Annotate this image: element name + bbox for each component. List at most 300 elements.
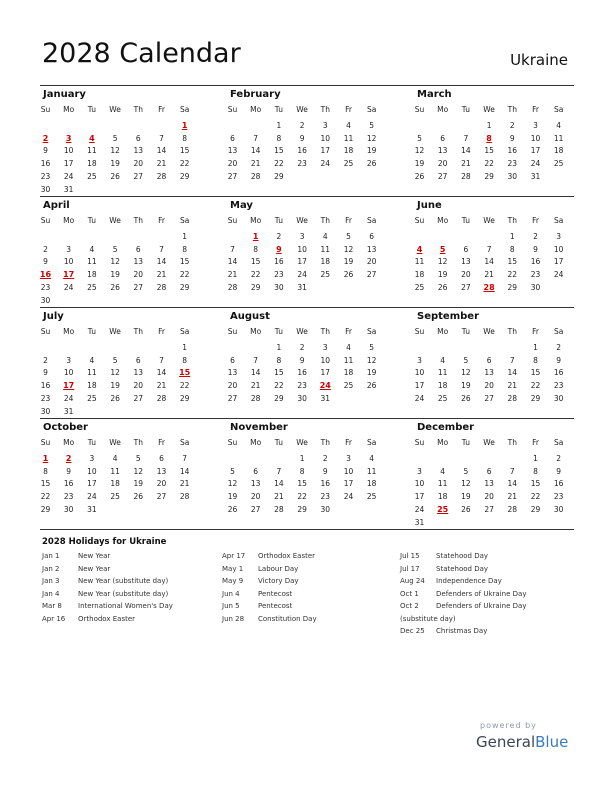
calendar-day: 14 <box>484 257 494 267</box>
calendar-day: 7 <box>159 133 164 143</box>
weekday-label: Sa <box>554 438 564 447</box>
holiday-name: Independence Day <box>436 577 502 585</box>
holiday-item <box>400 564 489 578</box>
calendar-day: 30 <box>274 282 284 292</box>
calendar-day: 23 <box>40 171 51 181</box>
calendar-day: 6 <box>253 466 259 476</box>
weekday-label: Tu <box>461 327 470 336</box>
calendar-day: 25 <box>553 159 564 169</box>
calendar-day: 22 <box>250 270 261 280</box>
weekday-label: Tu <box>274 438 283 447</box>
calendar-day: 28 <box>250 393 261 403</box>
calendar-day: 24 <box>530 159 541 169</box>
calendar-day: 20 <box>484 492 494 502</box>
holiday-list <box>42 537 582 635</box>
month-name: November <box>230 422 288 433</box>
calendar-day: 31 <box>297 282 307 292</box>
calendar-day: 27 <box>484 504 494 514</box>
calendar-day: 2 <box>556 343 562 352</box>
holiday-day: 25 <box>437 504 449 514</box>
holiday-name: New Year <box>78 564 111 573</box>
calendar-day: 11 <box>87 368 97 378</box>
calendar-day: 2 <box>299 343 305 352</box>
calendar-day: 11 <box>414 257 425 267</box>
weekday-label: Th <box>133 438 143 447</box>
calendar-day: 8 <box>182 355 188 365</box>
weekday-label: Mo <box>437 438 449 447</box>
weekday-label: Su <box>40 327 51 336</box>
holiday-date: Jan 3 <box>42 577 60 585</box>
month-row <box>40 85 574 196</box>
calendar-day: 4 <box>346 343 351 352</box>
calendar-day: 11 <box>437 368 448 378</box>
calendar-day: 11 <box>320 244 331 254</box>
holiday-date: Dec 25 <box>400 627 425 635</box>
calendar-day: 25 <box>320 270 331 280</box>
holiday-day: 1 <box>252 232 259 241</box>
calendar-day: 11 <box>87 257 97 267</box>
calendar-day: 9 <box>66 466 72 476</box>
calendar-day: 9 <box>509 133 515 143</box>
calendar-day: 1 <box>276 121 282 130</box>
calendar-day: 2 <box>509 121 515 130</box>
calendar-day: 3 <box>417 466 422 476</box>
calendar-day: 17 <box>87 479 97 489</box>
weekday-label: Fr <box>345 105 352 114</box>
calendar-day: 10 <box>320 355 331 365</box>
weekday-label: Sa <box>554 105 564 114</box>
calendar-day: 26 <box>227 504 238 514</box>
weekday-label: Sa <box>180 105 190 114</box>
holiday-date: Apr 16 <box>42 614 66 623</box>
calendar-day: 10 <box>414 479 425 489</box>
calendar-day: 31 <box>530 171 541 181</box>
weekday-label: Mo <box>63 105 75 114</box>
calendar-day: 28 <box>507 504 518 514</box>
weekday-label: Tu <box>87 438 96 447</box>
month-name: June <box>417 200 442 211</box>
holiday-day: 5 <box>439 244 446 254</box>
calendar-day: 16 <box>297 146 307 156</box>
calendar-day: 1 <box>182 232 188 241</box>
weekday-label: Sa <box>367 216 377 225</box>
weekday-label: Su <box>414 438 425 447</box>
weekday-label: Su <box>414 105 425 114</box>
calendar-day: 17 <box>343 479 354 489</box>
calendar-day: 8 <box>43 466 48 476</box>
calendar-day: 5 <box>417 133 422 143</box>
calendar-day: 30 <box>530 282 541 292</box>
calendar-day: 14 <box>250 368 261 378</box>
calendar-day: 11 <box>437 479 448 489</box>
calendar-day: 27 <box>437 171 448 181</box>
calendar-day: 19 <box>227 492 238 502</box>
calendar-day: 3 <box>89 454 95 463</box>
month-row <box>40 307 574 418</box>
calendar-day: 14 <box>179 466 190 476</box>
calendar-day: 26 <box>343 270 354 280</box>
month-name: December <box>417 422 475 433</box>
calendar-day: 11 <box>553 133 564 143</box>
holiday-name: Statehood Day <box>436 564 489 573</box>
calendar-day: 12 <box>133 466 144 476</box>
calendar-day: 21 <box>227 270 238 280</box>
weekday-label: Th <box>507 438 517 447</box>
calendar-day: 27 <box>133 282 144 292</box>
calendar-day: 7 <box>276 466 282 476</box>
calendar-day: 24 <box>297 270 307 280</box>
calendar-day: 16 <box>320 479 331 489</box>
calendar-day: 23 <box>507 159 518 169</box>
weekday-label: Sa <box>554 216 564 225</box>
calendar-day: 11 <box>110 466 120 476</box>
brand-logo[interactable] <box>476 733 568 751</box>
weekday-label: Th <box>320 327 330 336</box>
weekday-label: Th <box>507 327 517 336</box>
holiday-date: May 9 <box>222 577 244 585</box>
calendar-day: 24 <box>553 270 564 280</box>
calendar-day: 21 <box>507 492 518 502</box>
calendar-day: 8 <box>299 466 305 476</box>
holiday-day: 4 <box>416 244 423 254</box>
holiday-date: Oct 2 <box>400 602 419 610</box>
calendar-day: 27 <box>133 171 144 181</box>
calendar-day: 15 <box>274 146 284 156</box>
calendar-day: 31 <box>63 184 74 194</box>
calendar-day: 6 <box>230 355 235 365</box>
month-name: October <box>43 422 88 433</box>
calendar-day: 12 <box>110 146 120 156</box>
weekday-label: Sa <box>367 327 377 336</box>
calendar-day: 22 <box>530 381 541 391</box>
calendar-day: 4 <box>322 232 328 241</box>
holiday-date: Jun 28 <box>222 614 245 623</box>
calendar-day: 14 <box>227 257 238 267</box>
calendar-day: 29 <box>179 282 190 292</box>
weekday-label: Su <box>414 216 425 225</box>
calendar-day: 2 <box>43 355 48 365</box>
weekday-label: Fr <box>532 327 539 336</box>
weekday-label: We <box>483 105 495 114</box>
calendar-day: 15 <box>530 479 541 489</box>
calendar-day: 1 <box>486 121 492 130</box>
calendar-day: 11 <box>343 133 354 143</box>
calendar-day: 2 <box>43 244 48 254</box>
calendar-day: 20 <box>484 381 494 391</box>
weekday-label: Su <box>40 105 51 114</box>
calendar-day: 17 <box>553 257 564 267</box>
calendar-day: 18 <box>110 479 120 489</box>
calendar-day: 13 <box>133 146 144 156</box>
calendar-day: 7 <box>230 244 235 254</box>
calendar-day: 9 <box>43 146 48 156</box>
calendar-day: 20 <box>227 159 238 169</box>
calendar-day: 14 <box>156 368 167 378</box>
holiday-date: Apr 17 <box>222 552 246 560</box>
calendar-day: 16 <box>507 146 518 156</box>
weekday-label: Fr <box>345 216 352 225</box>
calendar-day: 17 <box>320 146 331 156</box>
calendar-day: 29 <box>297 504 307 514</box>
calendar-day: 12 <box>461 368 471 378</box>
calendar-day: 17 <box>320 368 331 378</box>
calendar-day: 12 <box>461 479 471 489</box>
weekday-label: Fr <box>532 216 539 225</box>
calendar-day: 11 <box>366 466 377 476</box>
calendar-day: 15 <box>530 368 541 378</box>
weekday-label: Fr <box>345 327 352 336</box>
calendar-day: 12 <box>110 257 120 267</box>
calendar-day: 12 <box>437 257 448 267</box>
calendar-day: 27 <box>250 504 261 514</box>
calendar-day: 1 <box>533 454 538 463</box>
holiday-name: Defenders of Ukraine Day <box>436 602 527 610</box>
calendar-day: 15 <box>297 479 307 489</box>
holiday-date: Jan 2 <box>42 564 60 573</box>
calendar-day: 1 <box>276 343 282 352</box>
calendar-day: 29 <box>179 171 190 181</box>
calendar-day: 10 <box>530 133 541 143</box>
calendar-day: 5 <box>463 466 469 476</box>
holiday-item <box>400 589 527 603</box>
calendar-day: 20 <box>133 381 144 391</box>
calendar-day: 2 <box>322 454 328 463</box>
weekday-label: We <box>483 216 495 225</box>
weekday-label: Th <box>507 105 517 114</box>
calendar-day: 29 <box>507 282 518 292</box>
calendar-day: 13 <box>227 146 238 156</box>
calendar-day: 3 <box>533 121 538 130</box>
calendar-day: 4 <box>112 454 118 463</box>
weekday-label: Fr <box>158 327 165 336</box>
calendar-day: 19 <box>414 159 425 169</box>
weekday-label: Tu <box>274 216 283 225</box>
calendar-day: 22 <box>297 492 307 502</box>
calendar-day: 16 <box>63 479 74 489</box>
weekday-label: We <box>296 438 308 447</box>
calendar-day: 9 <box>43 368 48 378</box>
calendar-day: 2 <box>556 454 562 463</box>
calendar-day: 21 <box>250 159 261 169</box>
calendar-day: 12 <box>366 133 377 143</box>
weekday-label: Fr <box>158 216 165 225</box>
calendar-day: 22 <box>179 270 190 280</box>
calendar-day: 29 <box>250 282 261 292</box>
calendar-day: 30 <box>553 504 564 514</box>
calendar-day: 10 <box>320 133 331 143</box>
weekday-label: Tu <box>87 216 96 225</box>
calendar-day: 29 <box>530 504 541 514</box>
weekday-label: Tu <box>274 105 283 114</box>
weekday-label: Su <box>414 327 425 336</box>
holiday-name: Orthodox Easter <box>78 614 136 623</box>
weekday-label: Mo <box>250 216 262 225</box>
calendar-day: 5 <box>112 133 118 143</box>
calendar-day: 16 <box>40 159 51 169</box>
holiday-day: 17 <box>63 270 75 280</box>
calendar-day: 18 <box>414 270 425 280</box>
calendar-day: 3 <box>66 355 72 365</box>
calendar-day: 18 <box>553 146 564 156</box>
calendar-day: 23 <box>297 159 307 169</box>
calendar-day: 17 <box>297 257 307 267</box>
weekday-label: Mo <box>250 105 262 114</box>
holiday-day: 16 <box>39 270 52 280</box>
calendar-day: 10 <box>63 146 74 156</box>
holiday-day: 3 <box>65 133 72 143</box>
calendar-day: 14 <box>507 479 518 489</box>
calendar-day: 4 <box>89 355 95 365</box>
calendar-day: 12 <box>110 368 120 378</box>
calendar-day: 25 <box>343 159 354 169</box>
calendar-day: 5 <box>346 232 351 241</box>
calendar-day: 16 <box>297 368 307 378</box>
calendar-day: 21 <box>179 479 190 489</box>
calendar-day: 7 <box>509 466 515 476</box>
calendar-day: 16 <box>553 368 564 378</box>
calendar-day: 14 <box>274 479 284 489</box>
weekday-label: Mo <box>437 105 449 114</box>
month-name: April <box>43 200 70 211</box>
calendar-day: 30 <box>63 504 74 514</box>
calendar-day: 17 <box>63 159 74 169</box>
calendar-day: 28 <box>461 171 471 181</box>
holiday-date: Jun 4 <box>222 589 240 598</box>
calendar-day: 3 <box>417 355 422 365</box>
calendar-day: 19 <box>343 257 354 267</box>
calendar-day: 27 <box>133 393 144 403</box>
holiday-date: Mar 8 <box>42 602 62 610</box>
weekday-label: Th <box>320 216 330 225</box>
calendar-day: 13 <box>133 368 144 378</box>
holiday-item <box>400 552 489 565</box>
calendar-day: 22 <box>179 381 190 391</box>
powered-by-text: powered by <box>480 721 537 730</box>
calendar-day: 20 <box>437 159 448 169</box>
calendar-day: 15 <box>484 146 494 156</box>
calendar-day: 14 <box>156 146 167 156</box>
calendar-day: 27 <box>461 282 471 292</box>
weekday-label: Sa <box>180 216 190 225</box>
calendar-day: 19 <box>366 368 377 378</box>
weekday-label: We <box>109 105 121 114</box>
weekday-label: We <box>483 438 495 447</box>
calendar-day: 15 <box>179 146 190 156</box>
calendar-day: 31 <box>87 504 97 514</box>
calendar-day: 9 <box>533 244 538 254</box>
calendar-day: 6 <box>463 244 469 254</box>
calendar-day: 3 <box>322 343 328 352</box>
weekday-label: Su <box>40 438 51 447</box>
calendar-day: 19 <box>110 270 120 280</box>
calendar-day: 5 <box>369 343 375 352</box>
calendar-day: 18 <box>87 159 97 169</box>
month-name: July <box>43 311 64 322</box>
holiday-item <box>400 577 502 590</box>
holiday-date: Jul 15 <box>400 552 420 560</box>
calendar-day: 6 <box>486 355 492 365</box>
calendar-day: 10 <box>63 257 74 267</box>
calendar-day: 13 <box>437 146 448 156</box>
holiday-name: Defenders of Ukraine Day <box>436 589 527 598</box>
calendar-day: 22 <box>274 159 284 169</box>
calendar-day: 20 <box>461 270 471 280</box>
calendar-day: 20 <box>133 159 144 169</box>
weekday-label: Th <box>320 105 330 114</box>
weekday-label: Fr <box>532 105 539 114</box>
calendar-day: 4 <box>369 454 375 463</box>
calendar-day: 25 <box>110 492 120 502</box>
calendar-day: 18 <box>87 381 97 391</box>
calendar-day: 13 <box>156 466 167 476</box>
month-name: May <box>230 200 253 211</box>
calendar-day: 8 <box>276 355 282 365</box>
calendar-day: 17 <box>530 146 541 156</box>
calendar-day: 30 <box>507 171 518 181</box>
calendar-day: 20 <box>133 270 144 280</box>
calendar-day: 9 <box>299 133 305 143</box>
calendar-day: 3 <box>322 121 328 130</box>
calendar-day: 15 <box>40 479 51 489</box>
calendar-day: 28 <box>507 393 518 403</box>
holiday-date: Aug 24 <box>400 577 425 585</box>
weekday-label: Sa <box>367 105 377 114</box>
calendar-day: 23 <box>40 282 51 292</box>
calendar-day: 26 <box>461 504 471 514</box>
calendar-day: 8 <box>276 133 282 143</box>
weekday-label: Th <box>133 327 143 336</box>
calendar-day: 21 <box>507 381 518 391</box>
calendar-day: 7 <box>182 454 188 463</box>
weekday-label: Mo <box>250 327 262 336</box>
calendar-day: 7 <box>509 355 515 365</box>
calendar-day: 15 <box>507 257 518 267</box>
calendar-day: 7 <box>159 244 164 254</box>
calendar-day: 19 <box>110 159 120 169</box>
month-row <box>40 418 574 530</box>
holiday-name-continued: (substitute day) <box>400 614 456 623</box>
calendar-day: 1 <box>533 343 538 352</box>
weekday-label: Th <box>133 105 143 114</box>
calendar-day: 21 <box>156 381 167 391</box>
weekday-label: Sa <box>367 438 377 447</box>
calendar-day: 6 <box>135 133 141 143</box>
calendar-day: 24 <box>343 492 354 502</box>
calendar-grid <box>40 85 574 530</box>
calendar-day: 28 <box>227 282 238 292</box>
calendar-day: 18 <box>366 479 377 489</box>
holiday-name: International Women's Day <box>78 602 173 610</box>
holiday-day: 17 <box>63 381 75 391</box>
calendar-day: 9 <box>43 257 48 267</box>
brand-blue: Blue <box>535 733 569 751</box>
month-name: February <box>230 89 281 100</box>
calendar-day: 28 <box>274 504 284 514</box>
calendar-day: 9 <box>556 466 562 476</box>
holiday-day: 9 <box>276 244 282 254</box>
calendar-day: 23 <box>274 270 284 280</box>
calendar-day: 27 <box>366 270 377 280</box>
calendar-day: 14 <box>156 257 167 267</box>
weekday-label: Mo <box>63 438 75 447</box>
calendar-day: 26 <box>414 171 425 181</box>
calendar-day: 23 <box>320 492 331 502</box>
holiday-day: 2 <box>42 133 49 143</box>
calendar-day: 14 <box>507 368 518 378</box>
calendar-day: 12 <box>366 355 377 365</box>
calendar-day: 17 <box>414 381 425 391</box>
holiday-name: Labour Day <box>258 564 299 573</box>
